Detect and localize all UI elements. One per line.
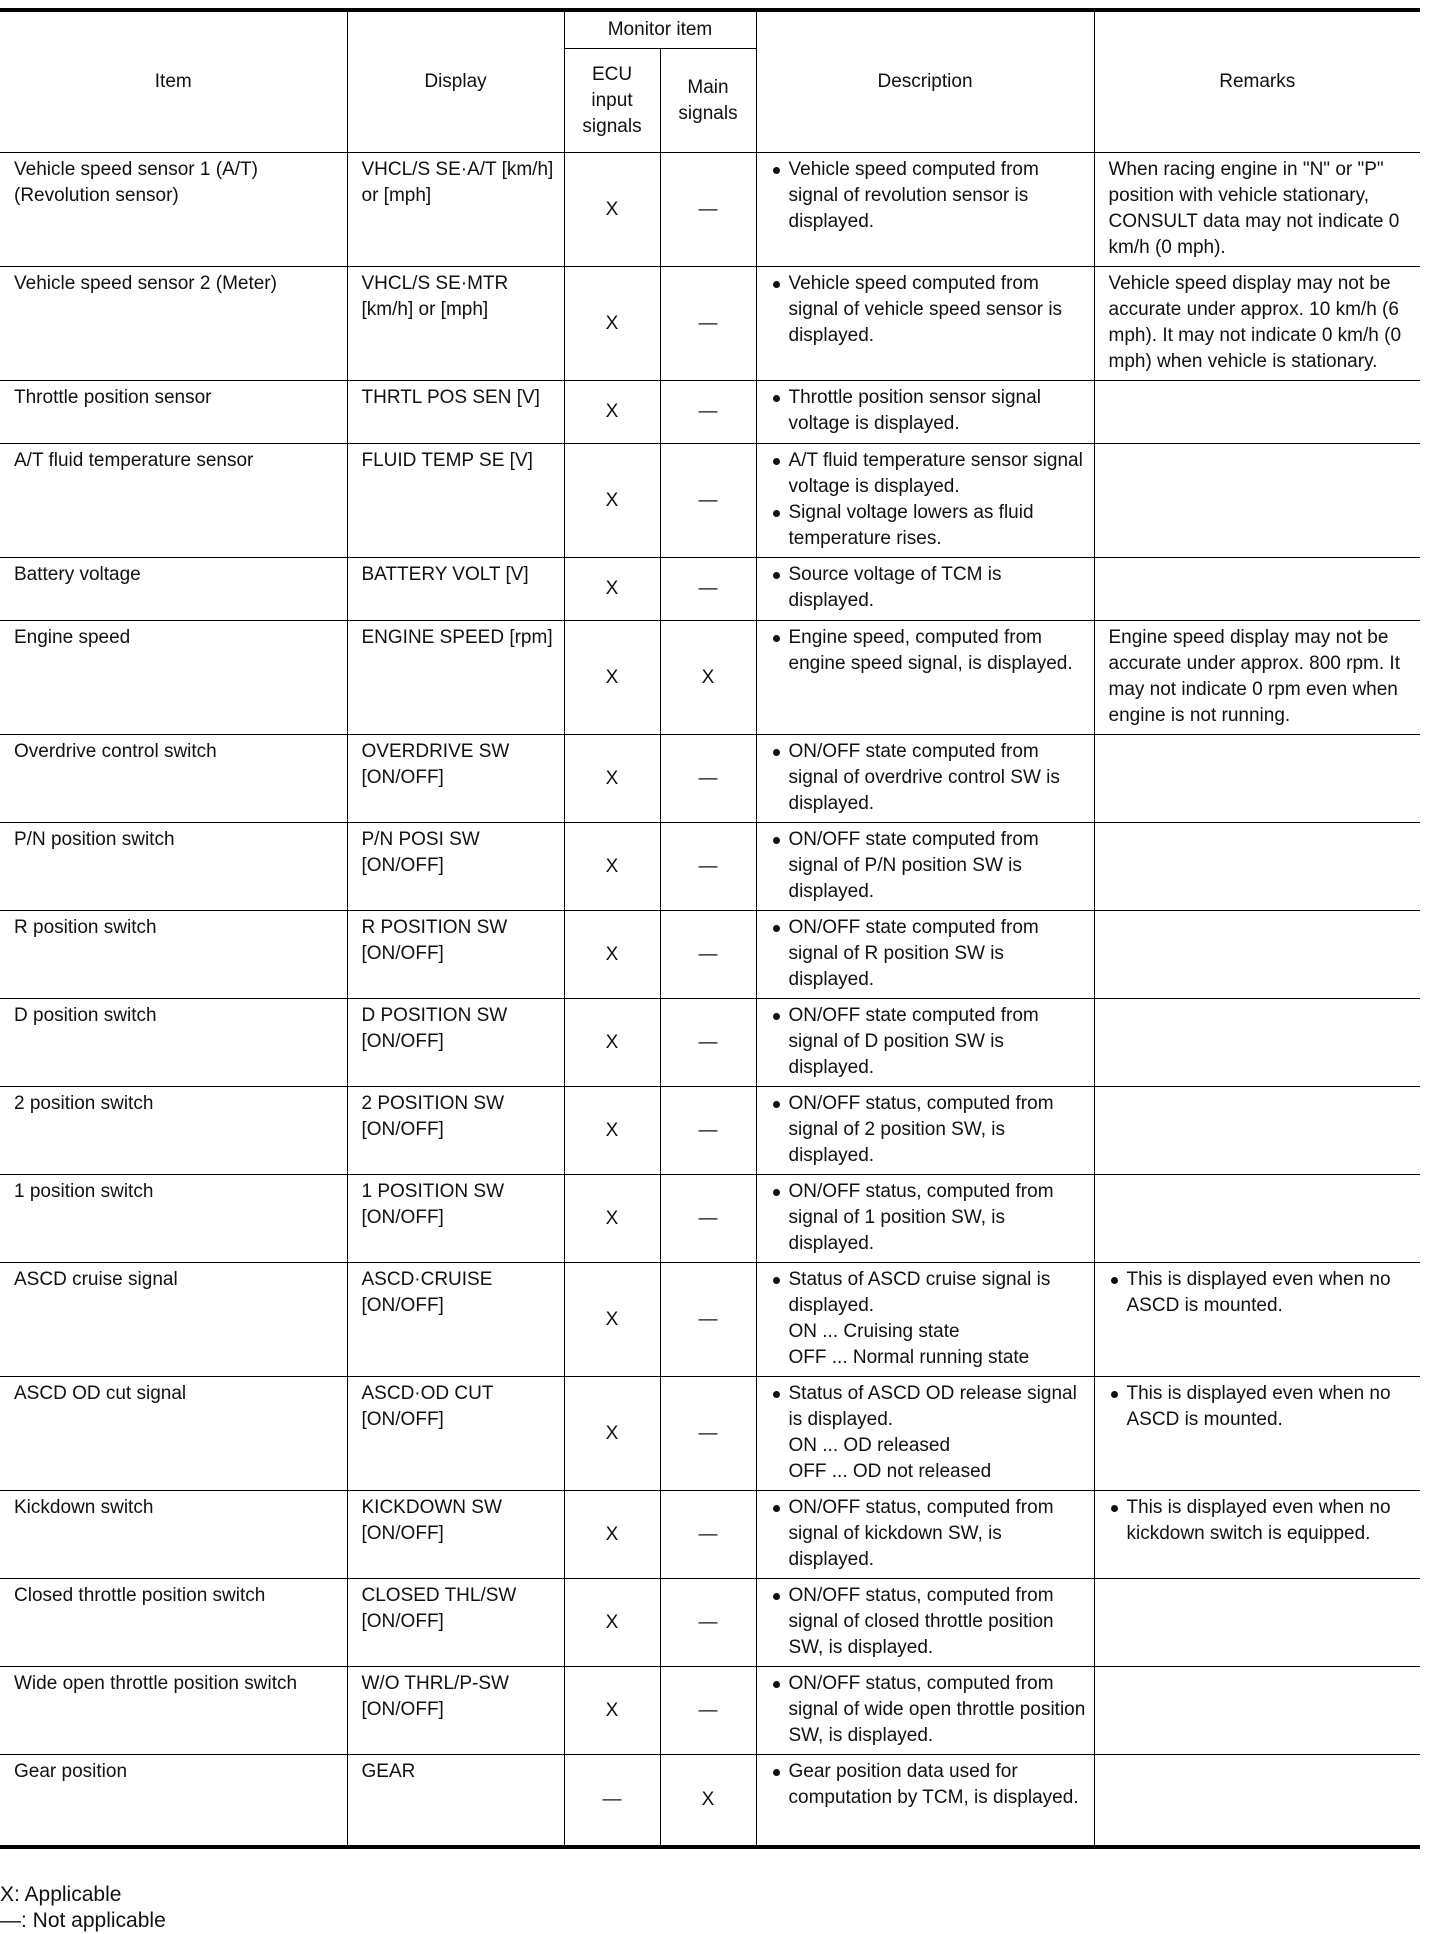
item-cell: A/T fluid temperature sensor [0, 444, 347, 558]
display-cell: D POSITION SW [ON/OFF] [347, 999, 564, 1087]
ecu-input-mark: X [564, 911, 660, 999]
remarks-cell [1094, 381, 1420, 444]
description-cell [756, 381, 1094, 444]
display-cell: FLUID TEMP SE [V] [347, 444, 564, 558]
header-main-signals: Main signals [660, 49, 756, 153]
ecu-input-mark: X [564, 1377, 660, 1491]
description-bullet: ON/OFF status, computed from signal of closed throttle position SW, is displayed. [771, 1583, 1086, 1661]
ecu-input-mark: X [564, 381, 660, 444]
monitor-table-sheet [0, 8, 1420, 1849]
table-row [0, 621, 1420, 735]
description-list [771, 1759, 1086, 1811]
table-row [0, 1491, 1420, 1579]
table-row [0, 1667, 1420, 1755]
header-monitor-item: Monitor item [564, 10, 756, 49]
remarks-cell [1094, 1579, 1420, 1667]
monitor-item-table [0, 8, 1420, 1849]
ecu-input-mark: X [564, 153, 660, 267]
item-cell: P/N position switch [0, 823, 347, 911]
table-row [0, 444, 1420, 558]
table-body [0, 153, 1420, 1847]
table-row [0, 1579, 1420, 1667]
table-row [0, 1755, 1420, 1847]
main-signal-mark: — [660, 1491, 756, 1579]
main-signal-mark: — [660, 1579, 756, 1667]
remarks-cell [1094, 1755, 1420, 1847]
remarks-cell [1094, 1263, 1420, 1377]
main-signal-mark: X [660, 621, 756, 735]
legend [0, 1882, 166, 1934]
table-row [0, 911, 1420, 999]
description-cell [756, 1667, 1094, 1755]
ecu-input-mark: X [564, 823, 660, 911]
table-row [0, 381, 1420, 444]
display-cell: W/O THRL/P-SW [ON/OFF] [347, 1667, 564, 1755]
description-list [771, 448, 1086, 552]
table-row [0, 1377, 1420, 1491]
description-list [771, 625, 1086, 677]
ecu-input-mark: X [564, 558, 660, 621]
table-row [0, 558, 1420, 621]
item-cell: D position switch [0, 999, 347, 1087]
remarks-cell [1094, 153, 1420, 267]
item-cell: Engine speed [0, 621, 347, 735]
description-cell [756, 267, 1094, 381]
description-bullet: Vehicle speed computed from signal of vehicle speed sensor is displayed. [771, 271, 1086, 349]
ecu-input-mark: X [564, 999, 660, 1087]
item-cell: Kickdown switch [0, 1491, 347, 1579]
main-signal-mark: — [660, 823, 756, 911]
description-bullet: ON/OFF status, computed from signal of 2 position SW, is displayed. [771, 1091, 1086, 1169]
main-signal-mark: — [660, 1263, 756, 1377]
remarks-cell [1094, 621, 1420, 735]
description-bullet: Gear position data used for computation by TCM, is displayed. [771, 1759, 1086, 1811]
main-signal-mark: — [660, 735, 756, 823]
ecu-input-mark: X [564, 621, 660, 735]
description-state-line: ON ... OD released [788, 1435, 951, 1456]
item-cell: ASCD cruise signal [0, 1263, 347, 1377]
ecu-input-mark: — [564, 1755, 660, 1847]
remarks-cell [1094, 823, 1420, 911]
description-bullet: ON/OFF state computed from signal of overdrive control SW is displayed. [771, 739, 1086, 817]
remarks-cell [1094, 1175, 1420, 1263]
remarks-list [1109, 1495, 1413, 1547]
display-cell: GEAR [347, 1755, 564, 1847]
legend-not-applicable: —: Not applicable [0, 1909, 166, 1932]
remarks-cell [1094, 1491, 1420, 1579]
remarks-cell [1094, 911, 1420, 999]
item-cell: 1 position switch [0, 1175, 347, 1263]
remarks-cell [1094, 1667, 1420, 1755]
table-row [0, 999, 1420, 1087]
main-signal-mark: — [660, 558, 756, 621]
description-list [771, 1267, 1086, 1319]
description-cell [756, 1377, 1094, 1491]
ecu-input-mark: X [564, 1491, 660, 1579]
description-cell [756, 911, 1094, 999]
description-bullet: Throttle position sensor signal voltage is displayed. [771, 385, 1086, 437]
description-bullet: Status of ASCD cruise signal is displayed. [771, 1267, 1086, 1319]
display-cell: ASCD·CRUISE [ON/OFF] [347, 1263, 564, 1377]
description-bullet: A/T fluid temperature sensor signal voltage is displayed. [771, 448, 1086, 500]
remarks-cell [1094, 267, 1420, 381]
ecu-input-mark: X [564, 1087, 660, 1175]
main-signal-mark: — [660, 1087, 756, 1175]
description-bullet: Engine speed, computed from engine speed signal, is displayed. [771, 625, 1086, 677]
remarks-bullet: This is displayed even when no ASCD is mounted. [1109, 1381, 1413, 1433]
description-cell [756, 823, 1094, 911]
ecu-input-mark: X [564, 1667, 660, 1755]
display-cell: R POSITION SW [ON/OFF] [347, 911, 564, 999]
display-cell: CLOSED THL/SW [ON/OFF] [347, 1579, 564, 1667]
header-ecu-input-signals: ECU input signals [564, 49, 660, 153]
description-bullet: ON/OFF state computed from signal of P/N position SW is displayed. [771, 827, 1086, 905]
description-cell [756, 1755, 1094, 1847]
main-signal-mark: — [660, 381, 756, 444]
remarks-cell [1094, 444, 1420, 558]
remarks-text: Engine speed display may not be accurate under approx. 800 rpm. It may not indicate 0 rpm even when engine is not running. [1108, 627, 1400, 726]
display-cell: ENGINE SPEED [rpm] [347, 621, 564, 735]
table-row [0, 1087, 1420, 1175]
description-state-line: OFF ... OD not released [788, 1461, 992, 1482]
display-cell: P/N POSI SW [ON/OFF] [347, 823, 564, 911]
description-list [771, 271, 1086, 349]
description-bullet: Status of ASCD OD release signal is displayed. [771, 1381, 1086, 1433]
remarks-bullet: This is displayed even when no kickdown switch is equipped. [1109, 1495, 1413, 1547]
remarks-cell [1094, 1377, 1420, 1491]
description-bullet: ON/OFF state computed from signal of R position SW is displayed. [771, 915, 1086, 993]
table-row [0, 1175, 1420, 1263]
display-cell: ASCD·OD CUT [ON/OFF] [347, 1377, 564, 1491]
remarks-cell [1094, 558, 1420, 621]
remarks-list [1109, 1381, 1413, 1433]
item-cell: Vehicle speed sensor 1 (A/T) (Revolution sensor) [0, 153, 347, 267]
item-cell: Wide open throttle position switch [0, 1667, 347, 1755]
item-cell: Vehicle speed sensor 2 (Meter) [0, 267, 347, 381]
main-signal-mark: X [660, 1755, 756, 1847]
ecu-input-mark: X [564, 267, 660, 381]
description-cell [756, 621, 1094, 735]
table-row [0, 153, 1420, 267]
display-cell: KICKDOWN SW [ON/OFF] [347, 1491, 564, 1579]
description-bullet: Source voltage of TCM is displayed. [771, 562, 1086, 614]
table-header [0, 10, 1420, 153]
ecu-input-mark: X [564, 735, 660, 823]
item-cell: ASCD OD cut signal [0, 1377, 347, 1491]
description-list [771, 915, 1086, 993]
table-row [0, 823, 1420, 911]
description-list [771, 385, 1086, 437]
remarks-text: When racing engine in "N" or "P" position with vehicle stationary, CONSULT data may not indicate 0 km/h (0 mph). [1108, 159, 1400, 258]
description-bullet: ON/OFF state computed from signal of D position SW is displayed. [771, 1003, 1086, 1081]
description-bullet: ON/OFF status, computed from signal of kickdown SW, is displayed. [771, 1495, 1086, 1573]
ecu-input-mark: X [564, 1263, 660, 1377]
display-cell: 1 POSITION SW [ON/OFF] [347, 1175, 564, 1263]
description-list [771, 562, 1086, 614]
ecu-input-mark: X [564, 444, 660, 558]
table-row [0, 735, 1420, 823]
description-list [771, 1495, 1086, 1573]
description-bullet: ON/OFF status, computed from signal of 1 position SW, is displayed. [771, 1179, 1086, 1257]
main-signal-mark: — [660, 1667, 756, 1755]
item-cell: Closed throttle position switch [0, 1579, 347, 1667]
header-item: Item [0, 10, 347, 153]
description-list [771, 1091, 1086, 1169]
description-cell [756, 1175, 1094, 1263]
remarks-bullet: This is displayed even when no ASCD is mounted. [1109, 1267, 1413, 1319]
header-display: Display [347, 10, 564, 153]
display-cell: OVERDRIVE SW [ON/OFF] [347, 735, 564, 823]
main-signal-mark: — [660, 1175, 756, 1263]
header-description: Description [756, 10, 1094, 153]
description-list [771, 1671, 1086, 1749]
description-bullet: Vehicle speed computed from signal of revolution sensor is displayed. [771, 157, 1086, 235]
remarks-text: Vehicle speed display may not be accurate under approx. 10 km/h (6 mph). It may not indicate 0 km/h (0 mph) when vehicle is stationary. [1108, 273, 1402, 372]
ecu-input-mark: X [564, 1175, 660, 1263]
description-cell [756, 1579, 1094, 1667]
table-row [0, 267, 1420, 381]
description-cell [756, 558, 1094, 621]
remarks-cell [1094, 1087, 1420, 1175]
item-cell: Gear position [0, 1755, 347, 1847]
description-state-line: OFF ... Normal running state [788, 1347, 1030, 1368]
description-list [771, 739, 1086, 817]
main-signal-mark: — [660, 153, 756, 267]
description-list [771, 1583, 1086, 1661]
main-signal-mark: — [660, 911, 756, 999]
table-row [0, 1263, 1420, 1377]
description-cell [756, 1491, 1094, 1579]
display-cell: THRTL POS SEN [V] [347, 381, 564, 444]
description-cell [756, 1087, 1094, 1175]
description-cell [756, 999, 1094, 1087]
display-cell: BATTERY VOLT [V] [347, 558, 564, 621]
description-cell [756, 444, 1094, 558]
remarks-cell [1094, 735, 1420, 823]
description-cell [756, 1263, 1094, 1377]
item-cell: Battery voltage [0, 558, 347, 621]
item-cell: R position switch [0, 911, 347, 999]
main-signal-mark: — [660, 267, 756, 381]
description-list [771, 1179, 1086, 1257]
remarks-list [1109, 1267, 1413, 1319]
main-signal-mark: — [660, 1377, 756, 1491]
main-signal-mark: — [660, 444, 756, 558]
description-cell [756, 735, 1094, 823]
header-remarks: Remarks [1094, 10, 1420, 153]
item-cell: 2 position switch [0, 1087, 347, 1175]
description-list [771, 157, 1086, 235]
display-cell: VHCL/S SE·MTR [km/h] or [mph] [347, 267, 564, 381]
ecu-input-mark: X [564, 1579, 660, 1667]
main-signal-mark: — [660, 999, 756, 1087]
display-cell: VHCL/S SE·A/T [km/h] or [mph] [347, 153, 564, 267]
description-bullet: Signal voltage lowers as fluid temperature rises. [771, 500, 1086, 552]
item-cell: Throttle position sensor [0, 381, 347, 444]
description-state-line: ON ... Cruising state [788, 1321, 960, 1342]
legend-applicable: X: Applicable [0, 1883, 122, 1906]
remarks-cell [1094, 999, 1420, 1087]
display-cell: 2 POSITION SW [ON/OFF] [347, 1087, 564, 1175]
item-cell: Overdrive control switch [0, 735, 347, 823]
description-list [771, 1003, 1086, 1081]
description-list [771, 1381, 1086, 1433]
description-list [771, 827, 1086, 905]
description-bullet: ON/OFF status, computed from signal of wide open throttle position SW, is displayed. [771, 1671, 1086, 1749]
description-cell [756, 153, 1094, 267]
